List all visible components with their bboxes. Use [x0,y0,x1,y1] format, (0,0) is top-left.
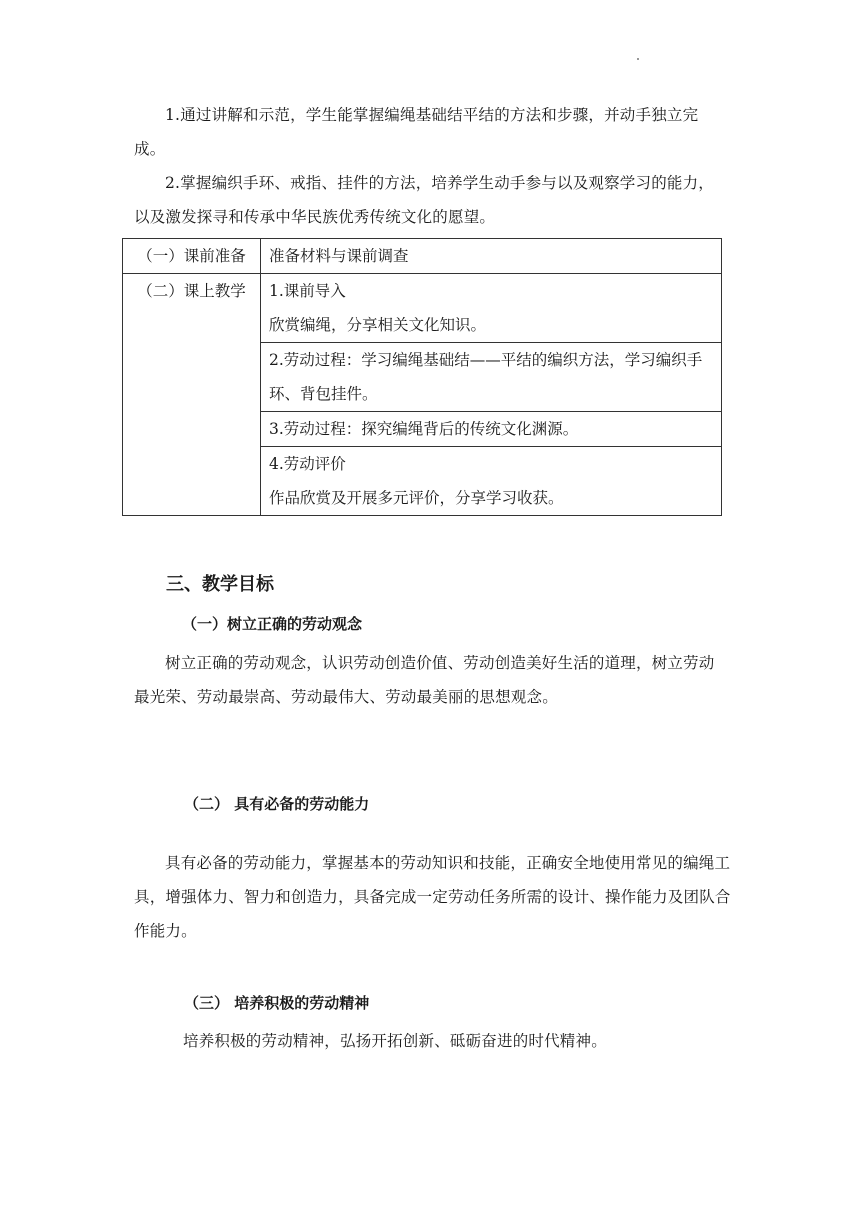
section-heading: 三、教学目标 [166,574,274,595]
intro-paragraph-2: 2.掌握编织手环、戒指、挂件的方法，培养学生动手参与以及观察学习的能力，以及激发探寻和传承中华民族优秀传统文化的愿望。 [134,174,714,226]
step-text: 作品欣赏及开展多元评价，分享学习收获。 [269,489,564,507]
page-dot [637,58,639,60]
content-cell [261,274,722,343]
table-row [123,274,722,343]
step-title: 1.课前导入 [269,282,346,300]
content-cell [261,447,722,516]
step-title: 4.劳动评价 [269,455,346,473]
subsection-paragraph: 培养积极的劳动精神，弘扬开拓创新、砥砺奋进的时代精神。 [183,1032,607,1050]
subsection-heading: （一）树立正确的劳动观念 [182,615,363,633]
step-text: 欣赏编绳，分享相关文化知识。 [269,316,487,334]
lesson-plan-table [122,238,722,516]
subsection-heading: （二） 具有必备的劳动能力 [184,795,370,813]
subsection-heading: （三） 培养积极的劳动精神 [184,994,370,1012]
content-cell: 2.劳动过程：学习编绳基础结——平结的编织方法，学习编织手环、背包挂件。 [261,343,722,412]
phase-cell: （一）课前准备 [123,239,261,274]
content-cell: 准备材料与课前调查 [261,239,722,274]
table-row [123,239,722,274]
subsection-paragraph: 具有必备的劳动能力，掌握基本的劳动知识和技能，正确安全地使用常见的编绳工具，增强体力、智力和创造力，具备完成一定劳动任务所需的设计、操作能力及团队合作能力。 [134,854,731,940]
subsection-paragraph: 树立正确的劳动观念，认识劳动创造价值、劳动创造美好生活的道理，树立劳动最光荣、劳动最崇高、劳动最伟大、劳动最美丽的思想观念。 [134,654,715,706]
intro-paragraph-1: 1.通过讲解和示范，学生能掌握编绳基础结平结的方法和步骤，并动手独立完成。 [134,106,699,158]
content-cell: 3.劳动过程：探究编绳背后的传统文化渊源。 [261,412,722,447]
phase-cell: （二）课上教学 [123,274,261,516]
